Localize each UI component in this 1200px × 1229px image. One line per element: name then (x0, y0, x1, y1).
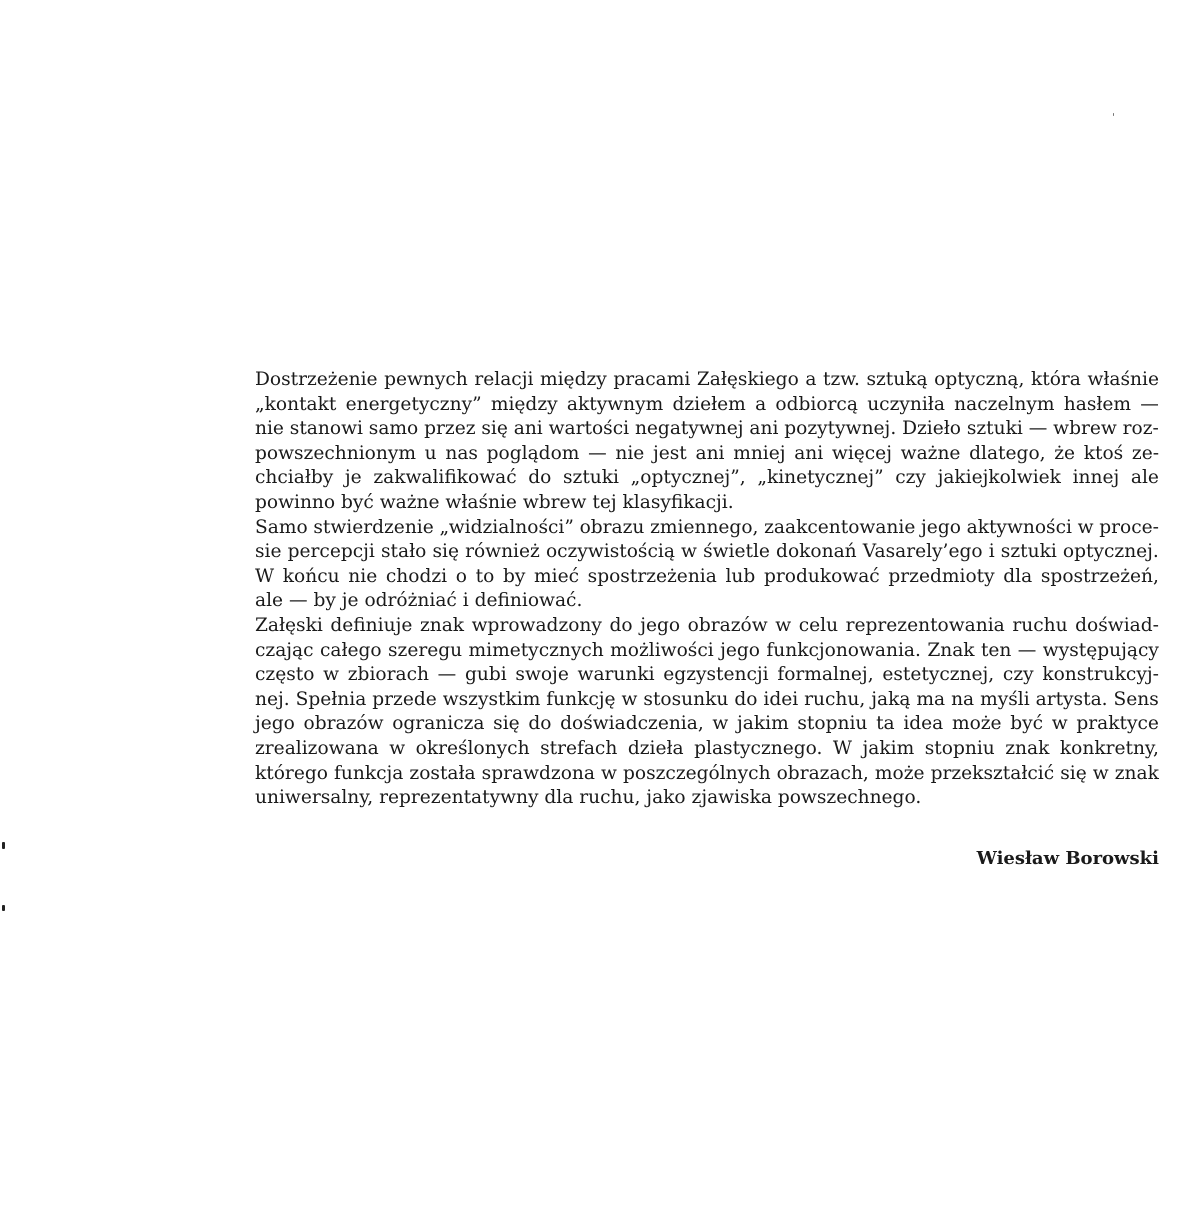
text-word: przedmioty (888, 565, 995, 587)
text-word: często (255, 664, 315, 686)
text-word: w (681, 541, 697, 563)
text-word: obrazów (303, 713, 384, 735)
text-word: funkcję (546, 688, 616, 710)
text-word: może (951, 713, 1002, 735)
text-line (255, 589, 1159, 614)
text-word: sztuki (563, 467, 619, 489)
text-word: nas (445, 442, 478, 464)
text-word: konkretny, (1059, 737, 1159, 759)
text-word: konstrukcyj- (1042, 664, 1159, 686)
text-word: być (1010, 713, 1044, 735)
scan-mark (2, 905, 5, 911)
scan-mark (2, 842, 5, 849)
text-word: i (988, 541, 995, 563)
text-word: mieć (534, 565, 580, 587)
text-word: egzystencji (663, 664, 769, 686)
text-word: funkcja (333, 762, 404, 784)
text-word: percepcji (287, 541, 375, 563)
text-word: właśnie (1087, 369, 1159, 390)
text-word: wbrew (1053, 418, 1117, 440)
text-word: poszczególnych (622, 762, 771, 784)
text-word: możliwości (610, 639, 714, 661)
text-word: chodzi (385, 565, 448, 587)
text-word: produkować (763, 565, 880, 587)
text-word: jakim (737, 713, 789, 735)
text-word: obrazu (579, 516, 645, 538)
text-word: „kontakt (255, 393, 337, 415)
text-word: doświad- (1075, 614, 1159, 636)
text-word: dzieła (627, 737, 684, 759)
text-word: — (1017, 639, 1037, 661)
text-word: w (712, 713, 729, 735)
text-word: się (493, 713, 520, 735)
text-line (255, 639, 1159, 664)
text-word: energetyczny” (345, 393, 482, 415)
text-word: tzw. (823, 369, 860, 390)
text-word: nie (348, 565, 378, 587)
text-word: to (475, 565, 495, 587)
text-word: końcu (282, 565, 340, 587)
text-word: Sens (1113, 688, 1159, 710)
text-word: aktywności (966, 516, 1072, 538)
text-word: całego (319, 639, 382, 661)
text-word: a (755, 393, 767, 415)
text-word: Dostrzeżenie (255, 369, 378, 390)
text-word: czając (255, 639, 314, 661)
text-word: zmiennego, (650, 516, 759, 538)
text-line (255, 614, 1159, 639)
text-word: jest (653, 442, 687, 464)
text-word: powszechnionym (255, 442, 416, 464)
text-line (255, 368, 1159, 393)
text-word: więcej (831, 442, 892, 464)
text-word: świetle (703, 541, 770, 563)
text-word: w (1092, 762, 1109, 784)
text-word: czy (1002, 664, 1034, 686)
text-word: obrazów (687, 614, 768, 636)
text-word: zbiorach (347, 664, 429, 686)
text-word: sztuką (866, 369, 928, 390)
text-word: znak (1005, 737, 1050, 759)
text-word: warunki (577, 664, 655, 686)
text-word: w (775, 614, 792, 636)
text-word: do (528, 713, 552, 735)
text-word: przez (424, 418, 476, 440)
text-word: czy (895, 467, 926, 489)
text-word: — (1140, 393, 1159, 415)
text-word: — (1028, 418, 1048, 440)
scan-mark (1113, 113, 1114, 116)
text-word: ten (980, 639, 1012, 661)
text-word: doświadczenia, (560, 713, 704, 735)
text-line-content: powinno być ważne właśnie wbrew tej klasyfikacji. (255, 491, 734, 513)
text-word: roz- (1122, 418, 1159, 440)
text-word: nej. (255, 688, 290, 710)
text-word: się (1060, 762, 1087, 784)
text-word: się (432, 541, 459, 563)
text-word: jego (921, 516, 961, 538)
text-word: plastycznego. (694, 737, 823, 759)
text-word: wartości (548, 418, 630, 440)
text-word: odbiorcą (775, 393, 858, 415)
text-word: a (805, 369, 817, 390)
text-word: gubi (464, 664, 507, 686)
text-word: między (490, 393, 558, 415)
text-word: ani (513, 418, 543, 440)
text-word: dokonań (776, 541, 857, 563)
text-word: w (621, 688, 638, 710)
text-word: stanowi (289, 418, 363, 440)
text-word: dla (1003, 565, 1033, 587)
author-signature: Wiesław Borowski (976, 848, 1159, 869)
text-word: określonych (415, 737, 530, 759)
text-word: formalnej, (777, 664, 874, 686)
text-line (255, 491, 1159, 516)
text-word: się (481, 418, 508, 440)
text-word: samo (368, 418, 419, 440)
text-word: ogranicza (392, 713, 485, 735)
text-word: znak (1114, 762, 1159, 784)
text-word: „optycznej”, (630, 467, 746, 489)
text-word: ktoś (1083, 442, 1124, 464)
text-word: oczywistością (545, 541, 675, 563)
text-word: naczelnym (954, 393, 1055, 415)
text-word: „widzialności” (439, 516, 574, 538)
text-word: może (874, 762, 925, 784)
text-word: optycznej. (1062, 541, 1159, 563)
text-line (255, 762, 1159, 787)
text-word: ruchu (1012, 614, 1068, 636)
text-word: ruchu, (804, 688, 866, 710)
text-line (255, 663, 1159, 688)
text-word: pracami (613, 369, 691, 390)
text-word: ta (876, 713, 895, 735)
text-word: stało (381, 541, 427, 563)
text-word: uczyniła (867, 393, 945, 415)
text-word: W (255, 565, 275, 587)
text-word: również (465, 541, 540, 563)
text-word: w (601, 762, 617, 784)
text-word: poglądom (486, 442, 580, 464)
text-word: ma (916, 688, 946, 710)
text-word: nie (255, 418, 284, 440)
text-line (255, 393, 1159, 418)
text-word: Znak (927, 639, 975, 661)
text-word: je (344, 467, 362, 489)
text-word: optyczną, (934, 369, 1025, 390)
text-word: jego (640, 614, 681, 636)
text-word: strefach (540, 737, 618, 759)
text-word: która (1030, 369, 1081, 390)
text-word: występujący (1042, 639, 1159, 661)
text-word: aktywnym (566, 393, 664, 415)
text-word: ale (1130, 467, 1159, 489)
text-word: Spełnia (295, 688, 367, 710)
text-line-content: ale — by je odróżniać i definiować. (255, 590, 583, 612)
text-word: funkcjonowania. (766, 639, 921, 661)
text-word: do (734, 688, 758, 710)
text-line (255, 737, 1159, 762)
text-word: spostrzeżenia (587, 565, 717, 587)
text-word: obrazach, (776, 762, 869, 784)
text-word: przekształcić (930, 762, 1055, 784)
text-line (255, 688, 1159, 713)
text-word: którego (255, 762, 328, 784)
text-word: stopniu (797, 713, 868, 735)
text-word: jakiejkolwiek (937, 467, 1061, 489)
text-word: W (832, 737, 853, 759)
text-word: ani (749, 418, 779, 440)
text-word: w (1051, 713, 1068, 735)
text-word: Dzieło (902, 418, 961, 440)
text-word: sztuki (1000, 541, 1057, 563)
text-word: jaką (871, 688, 911, 710)
text-word: ani (695, 442, 725, 464)
text-word: w (389, 737, 406, 759)
text-word: przede (372, 688, 437, 710)
text-word: pewnych (384, 369, 468, 390)
text-word: hasłem (1063, 393, 1132, 415)
text-word: jego (720, 639, 760, 661)
text-word: stosunku (643, 688, 729, 710)
text-word: — (437, 664, 457, 686)
text-word: pozytywnej. (784, 418, 897, 440)
text-word: innej (1072, 467, 1120, 489)
text-line (255, 466, 1159, 491)
text-word: sie (255, 541, 282, 563)
text-word: chciałby (255, 467, 334, 489)
text-line (255, 712, 1159, 737)
text-word: spostrzeżeń, (1040, 565, 1159, 587)
text-word: stwierdzenie (313, 516, 434, 538)
text-word: ważne (900, 442, 961, 464)
text-line (255, 417, 1159, 442)
text-word: że (1054, 442, 1076, 464)
text-word: artysta. (1035, 688, 1108, 710)
text-word: do (609, 614, 633, 636)
text-word: praktyce (1076, 713, 1159, 735)
text-word: nie (615, 442, 645, 464)
text-line-content: uniwersalny, reprezentatywny dla ruchu, jako zjawiska powszechnego. (255, 787, 922, 809)
text-line (255, 565, 1159, 590)
text-word: Samo (255, 516, 308, 538)
text-word: mimetycznych (468, 639, 604, 661)
text-line (255, 516, 1159, 541)
text-word: — (588, 442, 607, 464)
text-word: szeregu (387, 639, 463, 661)
text-word: została (409, 762, 476, 784)
text-word: zaakcentowanie (764, 516, 916, 538)
text-word: reprezentowania (845, 614, 1005, 636)
text-line (255, 540, 1159, 565)
text-word: jego (255, 713, 295, 735)
text-word: celu (798, 614, 839, 636)
essay-text (255, 368, 1159, 811)
text-word: sprawdzona (481, 762, 595, 784)
text-word: relacji (474, 369, 534, 390)
text-word: ze- (1131, 442, 1159, 464)
text-word: swoje (515, 664, 569, 686)
text-word: w (323, 664, 340, 686)
text-word: wprowadzony (471, 614, 602, 636)
text-line (255, 786, 1159, 811)
text-word: Vasarely’ego (862, 541, 983, 563)
text-word: definiuje (330, 614, 413, 636)
text-word: znak (419, 614, 465, 636)
text-word: jakim (862, 737, 915, 759)
text-word: Załęskiego (696, 369, 799, 390)
text-word: Załęski (255, 614, 323, 636)
text-word: u (424, 442, 437, 464)
text-word: sztuki (966, 418, 1023, 440)
text-word: estetycznej, (882, 664, 995, 686)
text-word: „kinetycznej” (757, 467, 884, 489)
text-word: negatywnej (634, 418, 744, 440)
text-word: mniej (733, 442, 786, 464)
text-word: lub (725, 565, 756, 587)
text-word: wszystkim (442, 688, 541, 710)
text-word: dziełem (672, 393, 746, 415)
text-line (255, 442, 1159, 467)
text-word: idea (903, 713, 944, 735)
text-word: stopniu (924, 737, 995, 759)
text-word: w (1077, 516, 1094, 538)
text-word: myśli (980, 688, 1030, 710)
text-word: dlatego, (969, 442, 1046, 464)
text-word: idei (763, 688, 799, 710)
text-word: zakwalifikować (373, 467, 517, 489)
text-word: proce- (1099, 516, 1159, 538)
text-word: między (539, 369, 607, 390)
text-word: do (528, 467, 552, 489)
text-word: na (951, 688, 975, 710)
text-word: by (502, 565, 526, 587)
text-word: zrealizowana (255, 737, 379, 759)
text-word: ani (794, 442, 824, 464)
text-word: o (455, 565, 467, 587)
